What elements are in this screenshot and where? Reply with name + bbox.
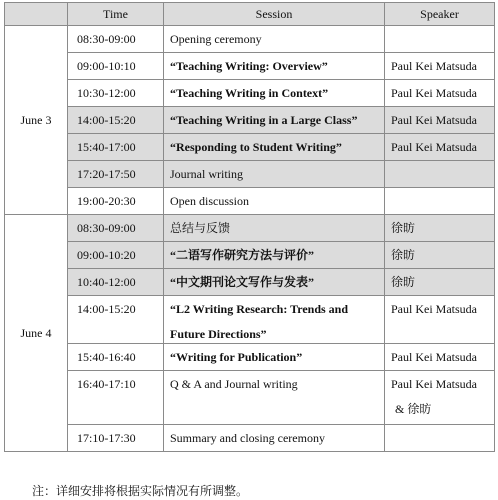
footnote: 注：详细安排将根据实际情况有所调整。 [32,484,249,498]
table-row [5,53,495,80]
table-row [5,26,495,53]
time-cell: 09:00-10:20 [68,242,164,269]
session-cell [164,296,385,344]
session-cell: “Teaching Writing in a Large Class” [164,107,385,134]
table-row [5,134,495,161]
header-row [5,3,495,26]
speaker-line: Paul Kei Matsuda [391,377,477,391]
speaker-cell: Paul Kei Matsuda [385,53,495,80]
schedule-table [4,2,495,452]
table-row [5,269,495,296]
session-cell: “Teaching Writing in Context” [164,80,385,107]
session-cell: “中文期刊论文写作与发表” [164,269,385,296]
speaker-cell: Paul Kei Matsuda [385,344,495,371]
speaker-cell: 徐昉 [385,242,495,269]
header-date [5,3,68,26]
table-row [5,344,495,371]
table-row [5,188,495,215]
table-row [5,371,495,425]
time-cell: 16:40-17:10 [68,371,164,425]
speaker-cell: 徐昉 [385,215,495,242]
time-cell: 17:10-17:30 [68,425,164,452]
speaker-line: & 徐昉 [395,402,432,416]
time-cell: 17:20-17:50 [68,161,164,188]
time-cell: 19:00-20:30 [68,188,164,215]
time-cell: 14:00-15:20 [68,107,164,134]
table-row [5,425,495,452]
session-cell: “二语写作研究方法与评价” [164,242,385,269]
speaker-cell: 徐昉 [385,269,495,296]
day-date: June 3 [5,26,68,215]
day-date: June 4 [5,215,68,452]
session-cell: “Teaching Writing: Overview” [164,53,385,80]
time-cell: 10:30-12:00 [68,80,164,107]
table-row [5,215,495,242]
speaker-cell [385,425,495,452]
header-time: Time [68,3,164,26]
session-cell: “Writing for Publication” [164,344,385,371]
session-cell: 总结与反馈 [164,215,385,242]
session-cell: Summary and closing ceremony [164,425,385,452]
speaker-cell [385,371,495,425]
time-cell: 15:40-17:00 [68,134,164,161]
session-cell: Opening ceremony [164,26,385,53]
session-line: “L2 Writing Research: Trends and [170,302,349,316]
speaker-cell: Paul Kei Matsuda [385,107,495,134]
session-cell: “Responding to Student Writing” [164,134,385,161]
time-cell: 08:30-09:00 [68,26,164,53]
time-cell: 08:30-09:00 [68,215,164,242]
time-cell: 14:00-15:20 [68,296,164,344]
header-speaker: Speaker [385,3,495,26]
table-row [5,296,495,344]
table-row [5,242,495,269]
table-row [5,161,495,188]
speaker-cell: Paul Kei Matsuda [385,134,495,161]
speaker-cell [385,26,495,53]
header-session: Session [164,3,385,26]
speaker-cell [385,188,495,215]
time-cell: 09:00-10:10 [68,53,164,80]
time-cell: 15:40-16:40 [68,344,164,371]
session-cell: Q & A and Journal writing [164,371,385,425]
time-cell: 10:40-12:00 [68,269,164,296]
session-cell: Journal writing [164,161,385,188]
table-row [5,80,495,107]
table-row [5,107,495,134]
session-line: Future Directions” [170,327,267,341]
speaker-cell [385,161,495,188]
speaker-cell: Paul Kei Matsuda [385,80,495,107]
speaker-cell: Paul Kei Matsuda [385,296,495,344]
session-cell: Open discussion [164,188,385,215]
